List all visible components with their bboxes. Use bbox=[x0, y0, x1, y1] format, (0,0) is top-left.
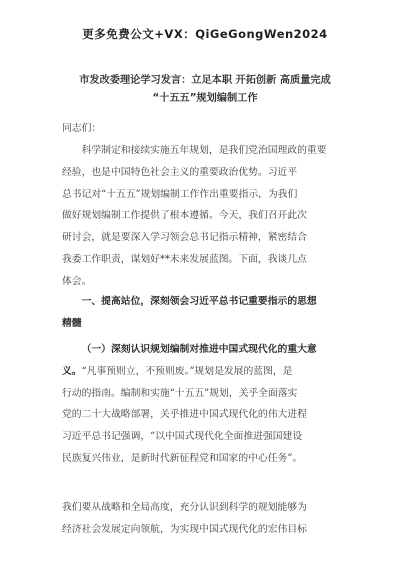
heading-line: 精髓 bbox=[62, 318, 82, 329]
heading-line: 一、提高站位，深刻领会习近平总书记重要指示的思想 bbox=[81, 296, 317, 307]
subsection-heading: （一）深刻认识规划编制对推进中国式现代化的重大意 bbox=[81, 344, 317, 355]
paragraph-line: 研讨会，就是要深入学习领会总书记指示精神，紧密结合 bbox=[62, 232, 307, 244]
paragraph-line: 民族复兴伟业，是新时代新征程党和国家的中心任务”。 bbox=[62, 452, 303, 464]
paragraph-subsection-1 bbox=[62, 339, 354, 470]
paragraph-line: 总书记对“十五五”规划编制工作作出重要指示，为我们 bbox=[62, 188, 298, 200]
title-line-1: 市发改委理论学习发言：立足本职 开拓创新 高质量完成 bbox=[79, 75, 331, 86]
paragraph-line: 党的二十大战略部署，关乎推进中国式现代化的伟大进程 bbox=[62, 409, 307, 421]
paragraph-line: 经验，也是中国特色社会主义的重要政治优势。习近平 bbox=[62, 166, 298, 178]
promo-banner: 更多免费公文+VX：QiGeGongWen2024 bbox=[82, 27, 328, 41]
paragraph-continued bbox=[62, 497, 354, 541]
paragraph-line: 我委工作职责，谋划好**未来发展蓝图。下面，我谈几点 bbox=[62, 253, 307, 265]
paragraph-line: 体会。 bbox=[62, 275, 92, 287]
greeting: 同志们： bbox=[62, 123, 102, 134]
paragraph-line: 科学制定和接续实施五年规划，是我们党治国理政的重要 bbox=[81, 145, 327, 156]
paragraph-line: 做好规划编制工作提供了根本遵循。今天，我们召开此次 bbox=[62, 210, 307, 222]
paragraph-line: “凡事预则立，不预则废。”规划是发展的蓝图，是 bbox=[81, 365, 293, 377]
paragraph-line: 经济社会发展定向领航，为实现中国式现代化的宏伟目标 bbox=[62, 523, 307, 535]
document-title bbox=[40, 72, 370, 108]
paragraph-line: 我们要从战略和全局高度，充分认识到科学的规划能够为 bbox=[62, 502, 307, 513]
title-line-2: “十五五”规划编制工作 bbox=[152, 93, 258, 104]
paragraph-line: 习近平总书记强调，“以中国式现代化全面推进强国建设 bbox=[62, 431, 303, 443]
section-heading-1 bbox=[62, 291, 354, 335]
subsection-heading-end: 义。 bbox=[62, 365, 82, 377]
paragraph-intro bbox=[62, 140, 354, 293]
paragraph-line: 行动的指南。编制和实施“十五五”规划，关乎全面落实 bbox=[62, 387, 298, 399]
